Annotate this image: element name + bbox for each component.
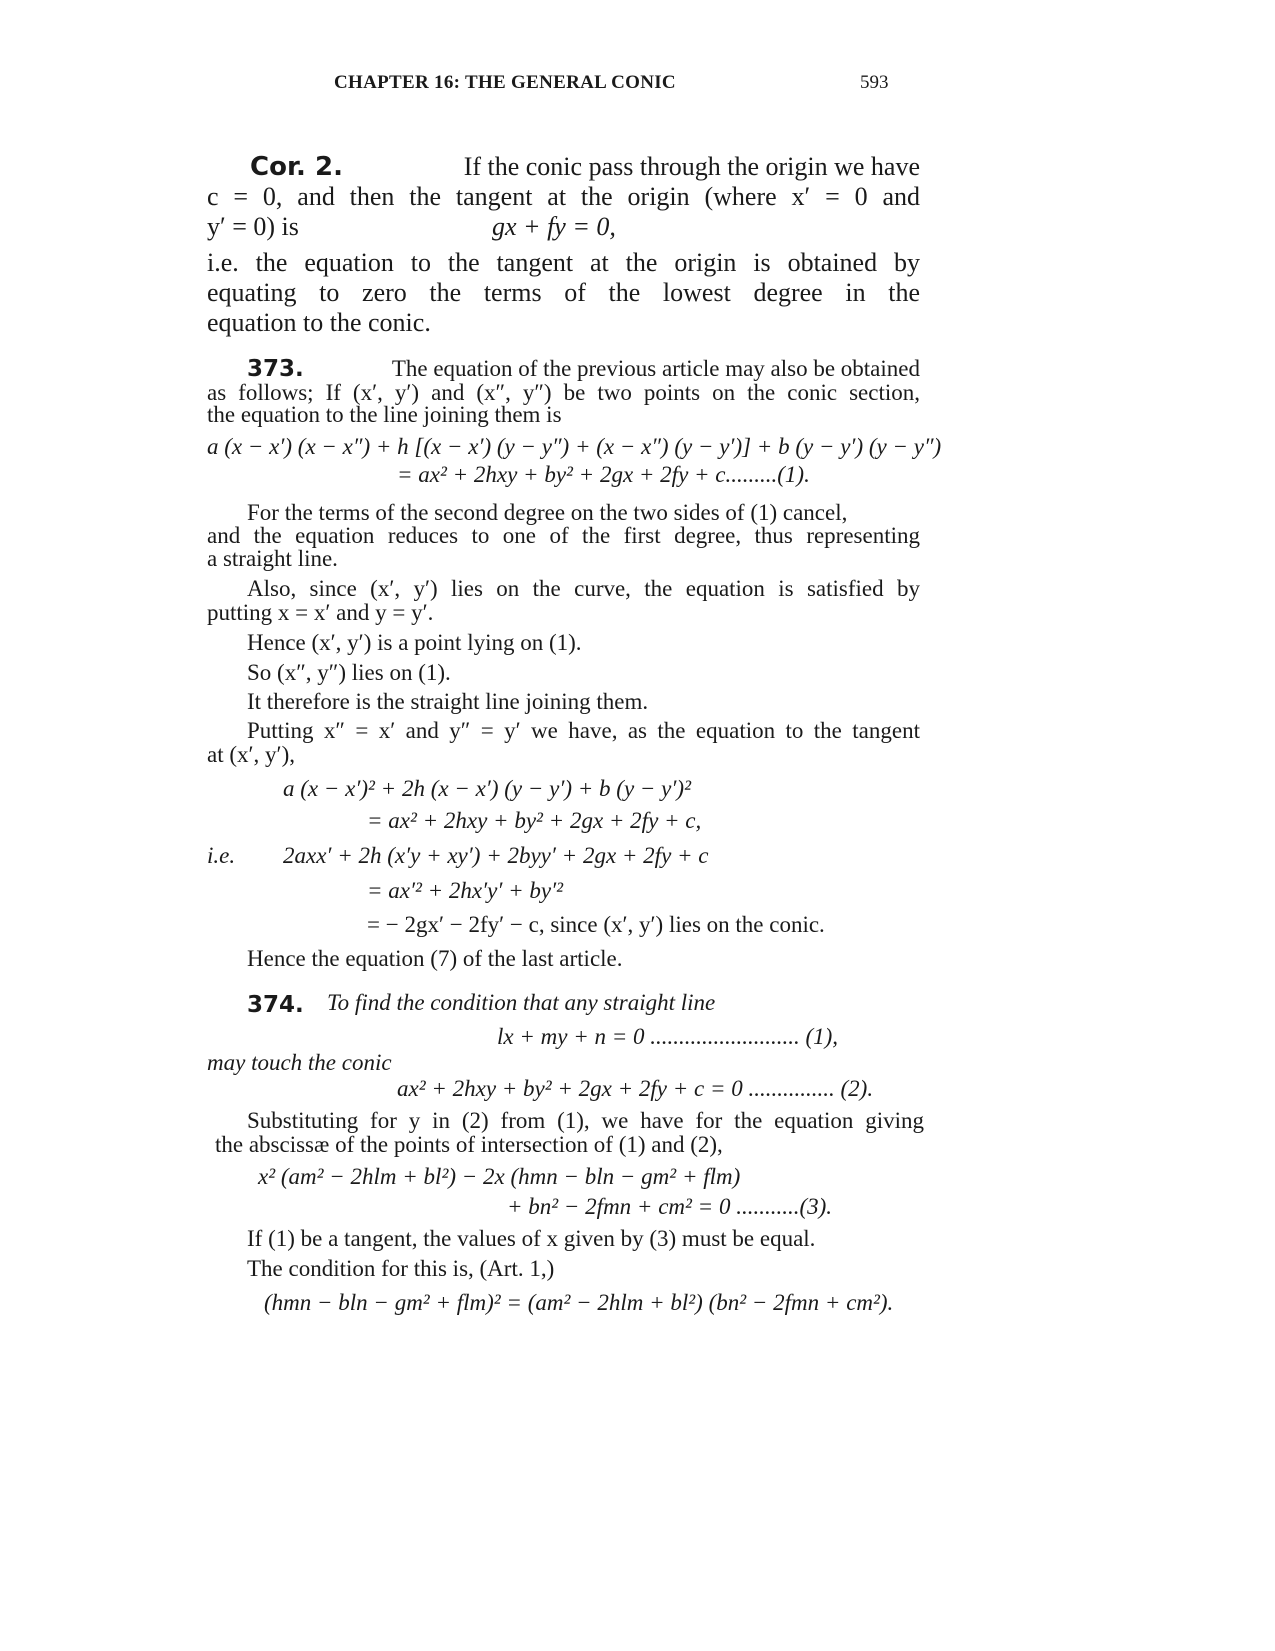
art373-equation-3-line-1: 2axx′ + 2h (x′y + xy′) + 2byy′ + 2gx + 2fy + c (283, 843, 709, 868)
art373-line-2: as follows; If (x′, y′) and (x″, y″) be two points on the conic section, (207, 380, 920, 405)
art373-line-1 (247, 356, 920, 382)
art373-para-7-line-1: Putting x″ = x′ and y″ = y′ we have, as the equation to the tangent (247, 718, 920, 743)
art373-para-2-line-1-text: For the terms of the second degree on the two sides of (1) cancel, (247, 500, 848, 525)
art373-equation-2-line-1: a (x − x′)² + 2h (x − x′) (y − y′) + b (y − y′)² (283, 776, 691, 801)
art374-conic-equation: ax² + 2hxy + by² + 2gx + 2fy + c = 0 ............... (2). (397, 1076, 874, 1101)
art373-equation-1-line-2: = ax² + 2hxy + by² + 2gx + 2fy + c.........(1). (397, 462, 810, 487)
art374-equation-3-line-2: + bn² − 2fmn + cm² = 0 ...........(3). (507, 1194, 833, 1219)
art374-line-2: may touch the conic (207, 1050, 392, 1075)
cor2-line-3-text: y′ = 0) is (207, 212, 299, 241)
art373-para-4: Hence (x′, y′) is a point lying on (1). (247, 630, 582, 655)
running-header: CHAPTER 16: THE GENERAL CONIC (334, 72, 676, 93)
art373-para-7-line-2: at (x′, y′), (207, 742, 295, 767)
cor2-tangent-equation: gx + fy = 0, (492, 212, 616, 241)
art373-para-2-line-3: a straight line. (207, 546, 338, 571)
art373-equation-3-line-2: = ax′² + 2hx′y′ + by′² (367, 878, 564, 903)
art374-para-2-line-1: Substituting for y in (2) from (1), we have for the equation giving (247, 1108, 924, 1133)
cor2-line-1 (250, 152, 920, 182)
art373-conclusion: Hence the equation (7) of the last article. (247, 946, 623, 971)
art374-para-2-line-2: the abscissæ of the points of intersection of (1) and (2), (215, 1132, 723, 1157)
art373-para-3-line-2: putting x = x′ and y = y′. (207, 600, 434, 625)
art374-para-4: The condition for this is, (Art. 1,) (247, 1256, 555, 1281)
cor2-line-4: i.e. the equation to the tangent at the origin is obtained by (207, 248, 920, 277)
art373-equation-3-line-3: = − 2gx′ − 2fy′ − c, since (x′, y′) lies on the conic. (367, 912, 825, 937)
art374-para-3: If (1) be a tangent, the values of x given by (3) must be equal. (247, 1226, 816, 1251)
art374-line-1-text: To find the condition that any straight line (327, 990, 716, 1015)
art373-para-5: So (x″, y″) lies on (1). (247, 660, 451, 685)
art374-equation-3-line-1: x² (am² − 2hlm + bl²) − 2x (hmn − bln − gm² + flm) (258, 1164, 741, 1189)
art373-equation-2-line-2: = ax² + 2hxy + by² + 2gx + 2fy + c, (367, 808, 702, 833)
art374-number: 374. (247, 992, 304, 1018)
cor2-label: Cor. 2. (250, 152, 343, 182)
art374-condition-equation: (hmn − bln − gm² + flm)² = (am² − 2hlm + bl²) (bn² − 2fmn + cm²). (264, 1290, 894, 1315)
art374-line-equation: lx + my + n = 0 .......................... (1), (497, 1024, 839, 1049)
art373-line-1-text: The equation of the previous article may also be obtained (391, 356, 920, 381)
page-number: 593 (860, 72, 889, 93)
art373-equation-1-line-1: a (x − x′) (x − x″) + h [(x − x′) (y − y″) + (x − x″) (y − y′)] + b (y − y′) (y − y″) (207, 434, 942, 459)
cor2-line-5: equating to zero the terms of the lowest degree in the (207, 278, 920, 307)
art373-para-3-line-1: Also, since (x′, y′) lies on the curve, the equation is satisfied by (247, 576, 920, 601)
cor2-line-1-text: If the conic pass through the origin we have (463, 152, 920, 181)
art373-ie-label: i.e. (207, 843, 236, 868)
art373-number: 373. (247, 356, 304, 382)
art373-para-2-line-2: and the equation reduces to one of the first degree, thus representing (207, 523, 920, 548)
cor2-line-6: equation to the conic. (207, 308, 431, 337)
cor2-line-2: c = 0, and then the tangent at the origin (where x′ = 0 and (207, 182, 920, 211)
art373-line-3: the equation to the line joining them is (207, 402, 562, 427)
art373-para-6: It therefore is the straight line joining them. (247, 689, 649, 714)
